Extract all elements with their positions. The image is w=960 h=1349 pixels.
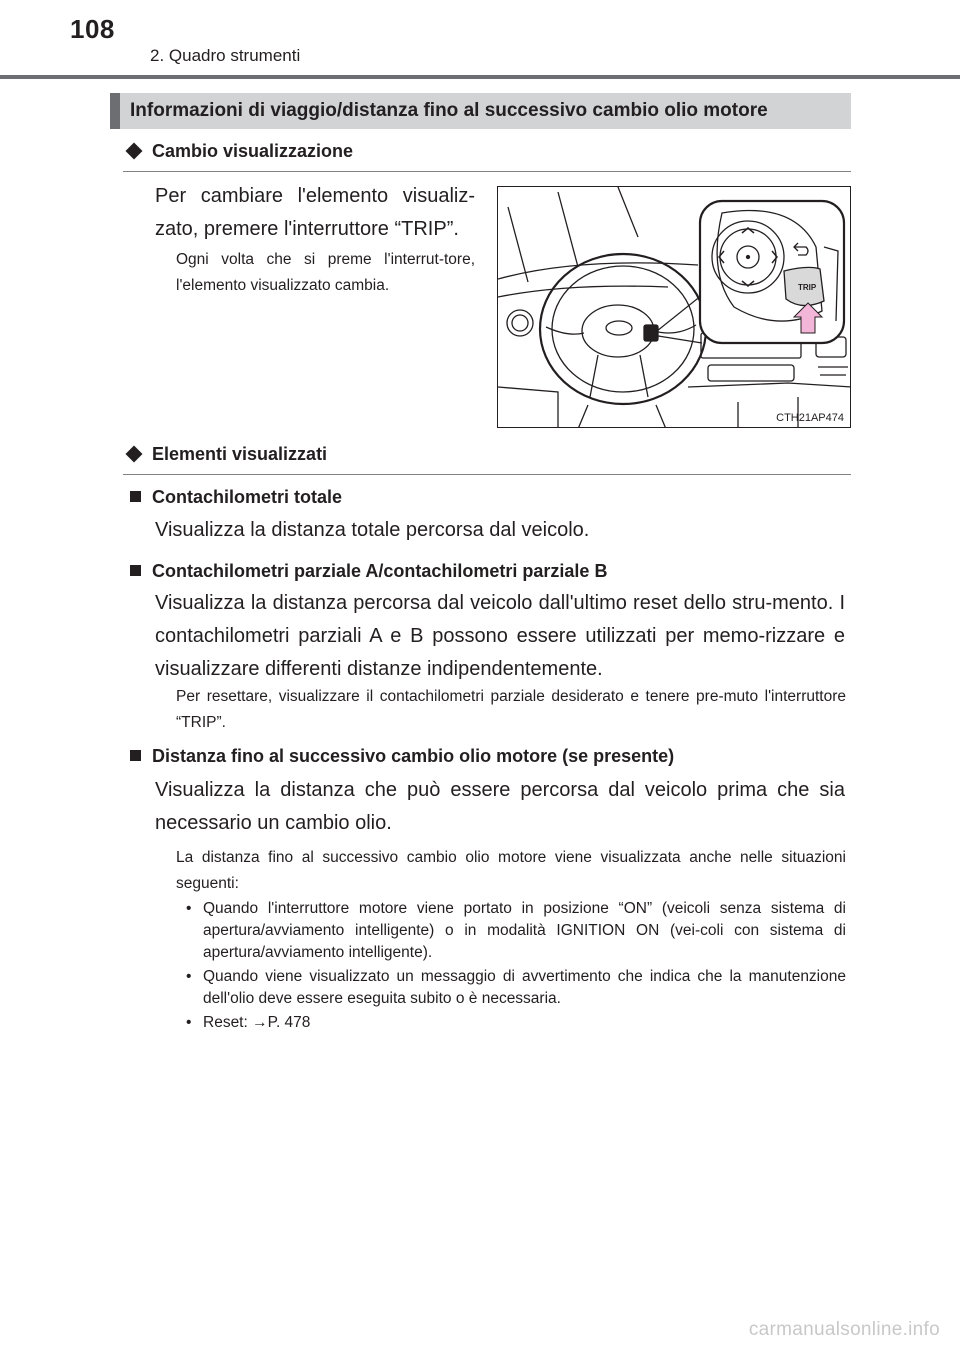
list-item: • Reset: →P. 478 xyxy=(186,1014,311,1031)
watermark: carmanualsonline.info xyxy=(748,1319,940,1340)
square-bullet-icon xyxy=(130,491,141,502)
trip-button-label: TRIP xyxy=(798,283,817,292)
item-heading-odometer: Contachilometri totale xyxy=(130,487,342,508)
chapter-title: 2. Quadro strumenti xyxy=(150,46,301,65)
square-bullet-icon xyxy=(130,750,141,761)
oil-change-bullet-list xyxy=(186,898,846,1036)
subsection-heading-displayed-items xyxy=(123,444,851,475)
figure-code: CTH21AP474 xyxy=(776,412,844,424)
list-item: • Quando l'interruttore motore viene portato in posizione “ON” (veicoli senza sistema di apertura/avviamento intelligente) o in modalità IGNITION ON (vei-coli con sistema di apertura/avviamento intelligente). xyxy=(186,900,846,961)
page-number: 108 xyxy=(70,14,115,44)
item-note-trip-meter: Per resettare, visualizzare il contachilometri parziale desiderato e tenere pre-muto l'interruttore “TRIP”. xyxy=(176,688,846,731)
item-body-odometer: Visualizza la distanza totale percorsa dal veicolo. xyxy=(155,519,590,541)
section-banner: Informazioni di viaggio/distanza fino al successivo cambio olio motore xyxy=(110,93,851,129)
item-body-trip-meter: Visualizza la distanza percorsa dal veicolo dall'ultimo reset dello stru-mento. I contachilometri parziali A e B possono essere utilizzati per memo-rizzare e visualizzare differenti distanze indipendentemente. xyxy=(155,592,845,680)
instruction-text: Per cambiare l'elemento visualiz-zato, premere l'interruttore “TRIP”. xyxy=(155,185,475,240)
subsection-title: Elementi visualizzati xyxy=(152,444,328,464)
trip-switch-figure xyxy=(497,186,851,428)
item-heading-oil-change: Distanza fino al successivo cambio olio motore (se presente) xyxy=(130,746,674,767)
item-note-oil-change: La distanza fino al successivo cambio olio motore viene visualizzata anche nelle situazioni seguenti: xyxy=(176,849,846,892)
item-heading-trip-meter: Contachilometri parziale A/contachilometri parziale B xyxy=(130,561,607,582)
subsection-heading-change-display xyxy=(123,141,851,172)
list-item: • Quando viene visualizzato un messaggio di avvertimento che indica che la manutenzione dell'olio deve essere eseguita subito o è necessaria. xyxy=(186,968,846,1007)
item-body-oil-change: Visualizza la distanza che può essere percorsa dal veicolo prima che sia necessario un cambio olio. xyxy=(155,779,845,834)
page-reference-link[interactable]: Reset: →P. 478 xyxy=(203,1014,311,1031)
instruction-note: Ogni volta che si preme l'interrut-tore, l'elemento visualizzato cambia. xyxy=(176,251,475,294)
subsection-title: Cambio visualizzazione xyxy=(152,141,354,161)
diamond-icon xyxy=(126,446,143,463)
steering-wheel-illustration xyxy=(498,187,851,428)
header-rule xyxy=(0,75,960,79)
square-bullet-icon xyxy=(130,565,141,576)
diamond-icon xyxy=(126,143,143,160)
